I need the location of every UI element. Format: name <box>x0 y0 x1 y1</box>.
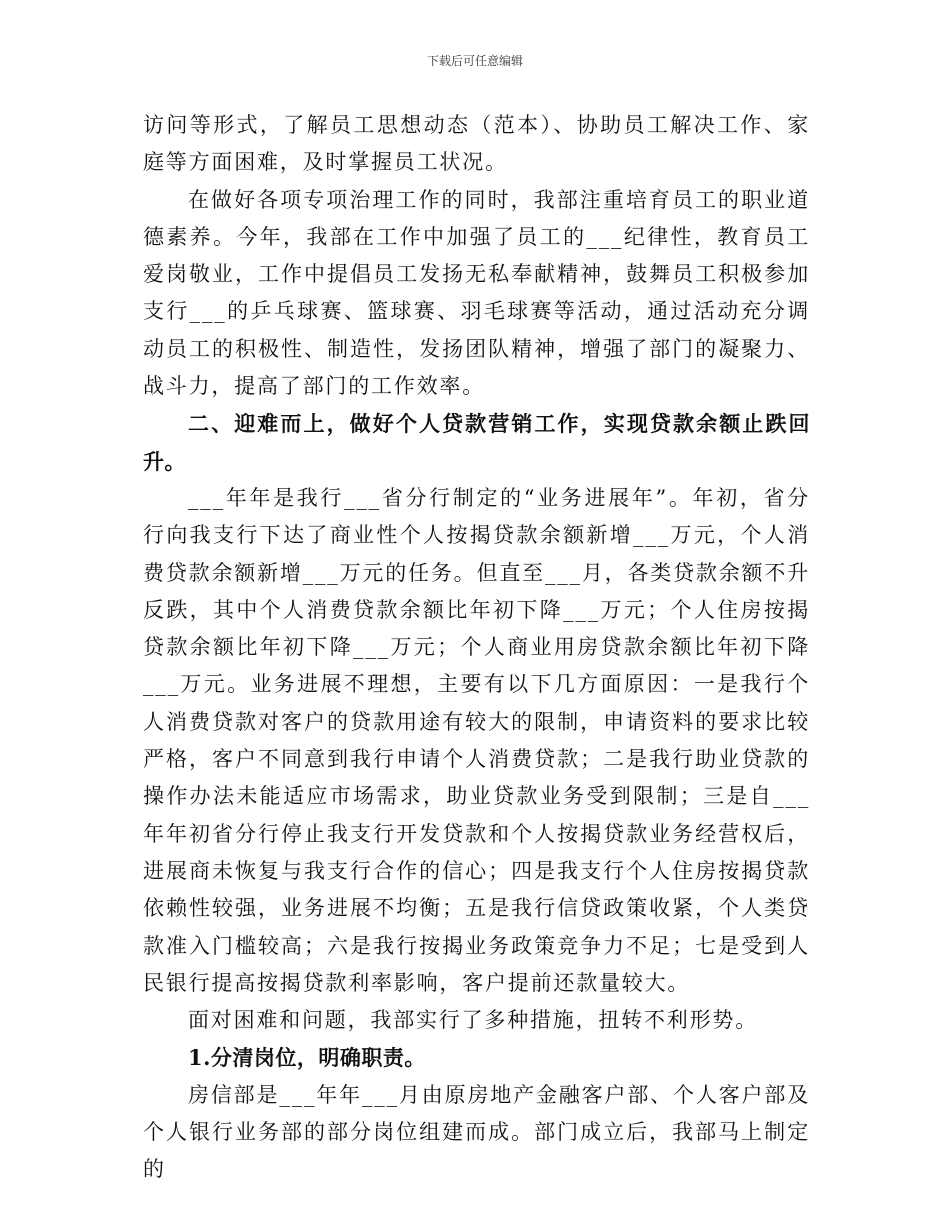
subheading-roles-duties: 1.分清岗位，明确职责。 <box>188 1045 426 1071</box>
paragraph-loan-situation: ___年年是我行___省分行制定的“业务进展年”。年初，省分行向我支行下达了商业性个人按揭贷款余额新增___万元，个人消费贷款余额新增___万元的任务。但直至___月，各类贷款余额不升反跌，其中个人消费贷款余额比年初下降___万元；个人住房按揭贷款余额比年初下降___万元；个人商业用房贷款余额比年初下降___万元。业务进展不理想，主要有以下几方面原因：一是我行个人消费贷款对客户的贷款用途有较大的限制，申请资料的要求比较严格，客户不同意到我行申请个人消费贷款；二是我行助业贷款的操作办法未能适应市场需求，助业贷款业务受到限制；三是自___年年初省分行停止我支行开发贷款和个人按揭贷款业务经营权后，进展商未恢复与我支行合作的信心；四是我支行个人住房按揭贷款依赖性较强，业务进展不均衡；五是我行信贷政策收紧，个人类贷款准入门槛较高；六是我行按揭业务政策竞争力不足；七是受到人民银行提高按揭贷款利率影响，客户提前还款量较大。 <box>143 485 810 995</box>
page-header: 下载后可任意编辑 <box>426 54 523 68</box>
section-heading-loan-marketing: 二、迎难而上，做好个人贷款营销工作，实现贷款余额止跌回升。 <box>143 411 810 474</box>
paragraph-measures-intro: 面对困难和问题，我部实行了多种措施，扭转不利形势。 <box>188 1008 758 1033</box>
paragraph-department-setup: 房信部是___年年___月由原房地产金融客户部、个人客户部及个人银行业务部的部分岗位组建而成。部门成立后，我部马上制定的 <box>143 1082 810 1182</box>
paragraph-employee-care: 访问等形式，了解员工思想动态（范本）、协助员工解决工作、家庭等方面困难，及时掌握员工状况。 <box>143 113 810 175</box>
paragraph-ethics-training: 在做好各项专项治理工作的同时，我部注重培育员工的职业道德素养。今年，我部在工作中加强了员工的___纪律性，教育员工爱岗敬业，工作中提倡员工发扬无私奉献精神，鼓舞员工积极参加支行___的乒乓球赛、篮球赛、羽毛球赛等活动，通过活动充分调动员工的积极性、制造性，发扬团队精神，增强了部门的凝聚力、战斗力，提高了部门的工作效率。 <box>143 187 810 399</box>
document-body <box>143 107 810 1189</box>
